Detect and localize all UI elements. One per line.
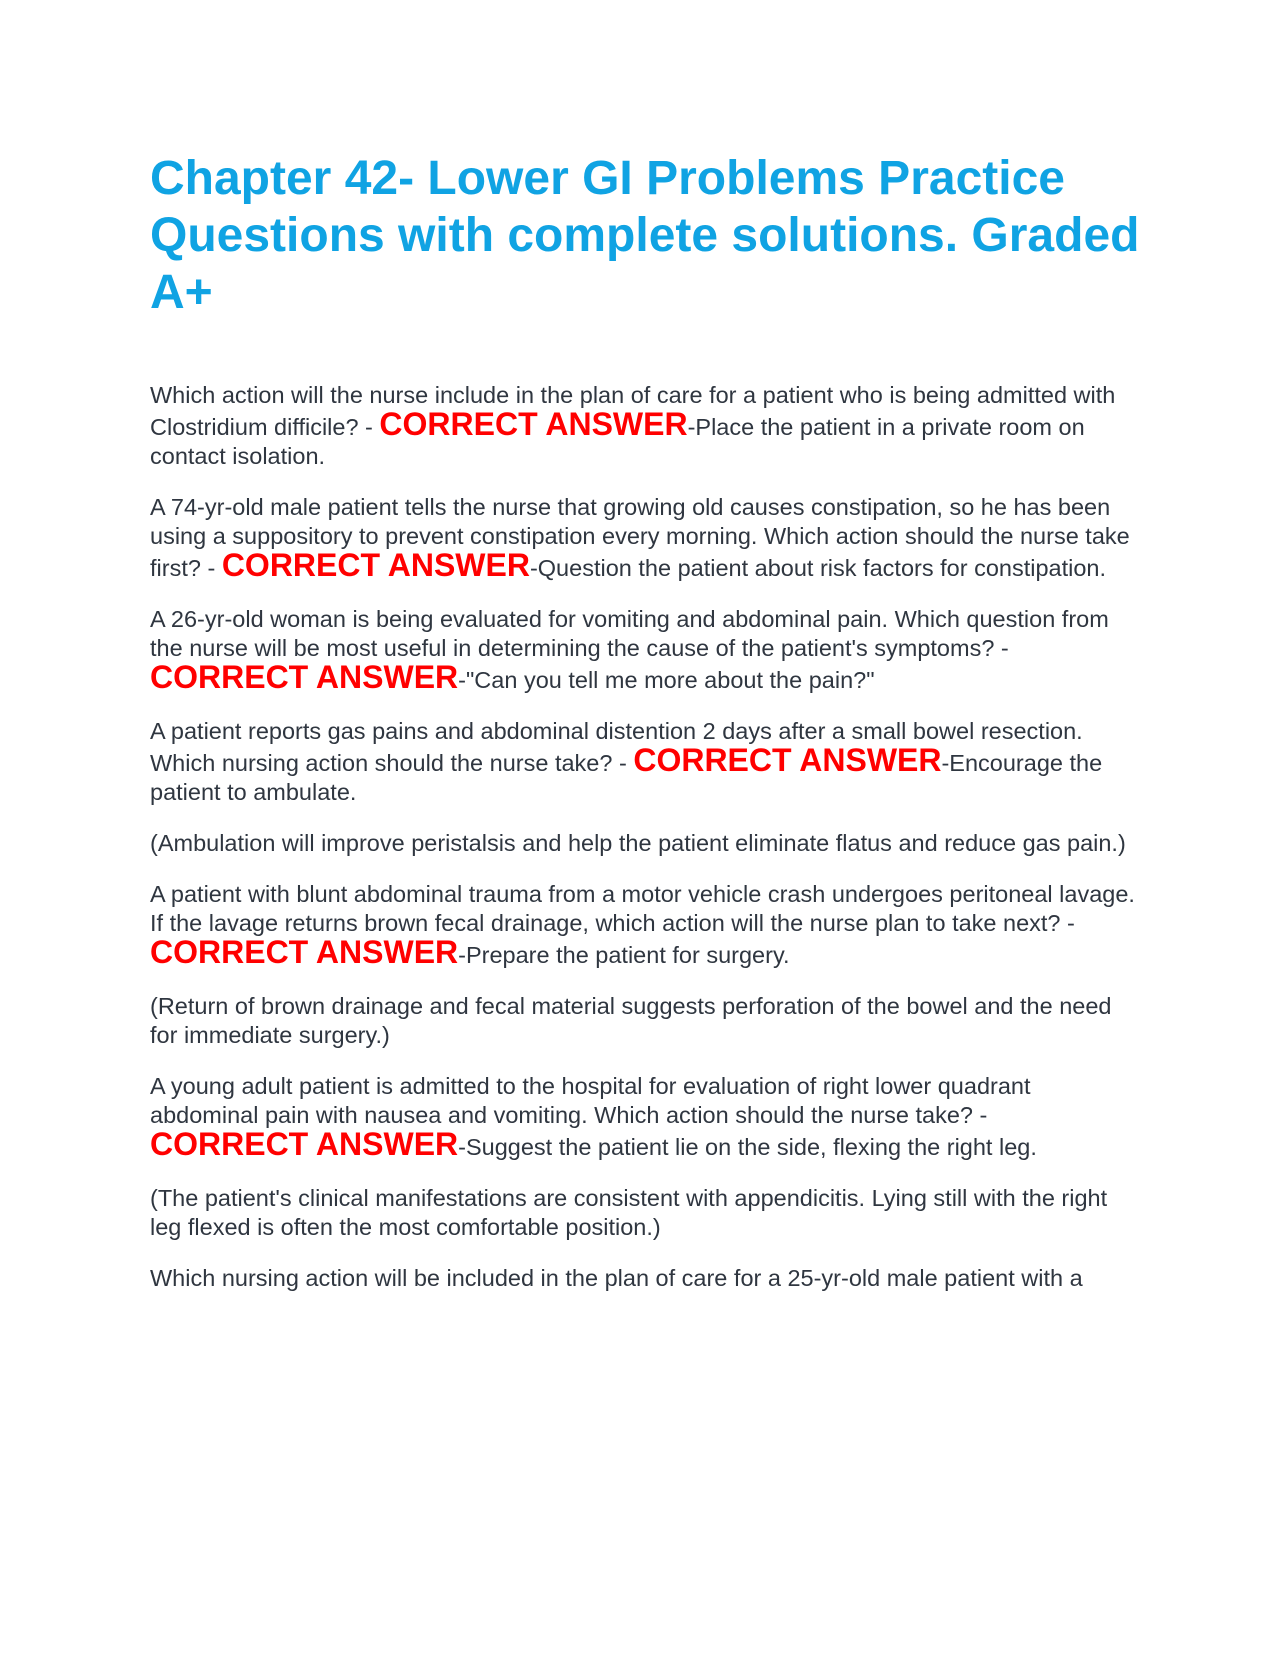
qa-item — [150, 717, 1140, 807]
rationale-note: (The patient's clinical manifestations are consistent with appendicitis. Lying still with the right leg flexed is often the most comfortable position.) — [150, 1185, 1108, 1240]
answer-text: -Prepare the patient for surgery. — [458, 942, 790, 968]
question-text: A 74-yr-old male patient tells the nurse that growing old causes constipation, so he has been using a suppository to prevent constipation every morning. Which action should the nurse take first? - — [150, 494, 1130, 581]
correct-answer-label: CORRECT ANSWER — [633, 742, 942, 778]
correct-answer-label: CORRECT ANSWER — [221, 547, 530, 583]
qa-item — [150, 880, 1140, 970]
answer-text: -Question the patient about risk factors for constipation. — [529, 555, 1107, 581]
question-text: A 26-yr-old woman is being evaluated for vomiting and abdominal pain. Which question from the nurse will be most useful in determining the cause of the patient's symptoms? - — [150, 606, 1109, 661]
answer-text: -Place the patient in a private room on contact isolation. — [150, 414, 1085, 469]
correct-answer-label: CORRECT ANSWER — [379, 406, 688, 442]
qa-item-truncated — [150, 1264, 1140, 1293]
answer-text: -Encourage the patient to ambulate. — [150, 750, 1103, 805]
rationale-note: (Ambulation will improve peristalsis and help the patient eliminate flatus and reduce gas pain.) — [150, 830, 1126, 856]
answer-text: -Suggest the patient lie on the side, flexing the right leg. — [458, 1134, 1037, 1160]
correct-answer-label: CORRECT ANSWER — [150, 934, 459, 970]
qa-item — [150, 605, 1140, 695]
qa-item — [150, 493, 1140, 583]
rationale-note: (Return of brown drainage and fecal material suggests perforation of the bowel and the need for immediate surgery.) — [150, 993, 1112, 1048]
document-title: Chapter 42- Lower GI Problems Practice Questions with complete solutions. Graded A+ — [150, 152, 1140, 319]
question-text: Which action will the nurse include in the plan of care for a patient who is being admitted with Clostridium difficile? - — [150, 382, 1116, 440]
correct-answer-label: CORRECT ANSWER — [150, 1126, 459, 1162]
question-text: A patient reports gas pains and abdominal distention 2 days after a small bowel resection. Which nursing action should the nurse take? - — [150, 718, 1083, 776]
qa-item — [150, 1072, 1140, 1162]
question-text: A young adult patient is admitted to the hospital for evaluation of right lower quadrant abdominal pain with nausea and vomiting. Which action should the nurse take? - — [150, 1073, 1031, 1128]
qa-item — [150, 381, 1140, 471]
question-text: Which nursing action will be included in the plan of care for a 25-yr-old male patient with a — [150, 1265, 1083, 1291]
document-content — [150, 150, 1140, 1315]
correct-answer-label: CORRECT ANSWER — [150, 659, 459, 695]
question-text: A patient with blunt abdominal trauma from a motor vehicle crash undergoes peritoneal lavage. If the lavage returns brown fecal drainage, which action will the nurse plan to take next? - — [150, 881, 1135, 936]
answer-text: -"Can you tell me more about the pain?" — [458, 667, 875, 693]
qa-list — [150, 381, 1140, 1293]
